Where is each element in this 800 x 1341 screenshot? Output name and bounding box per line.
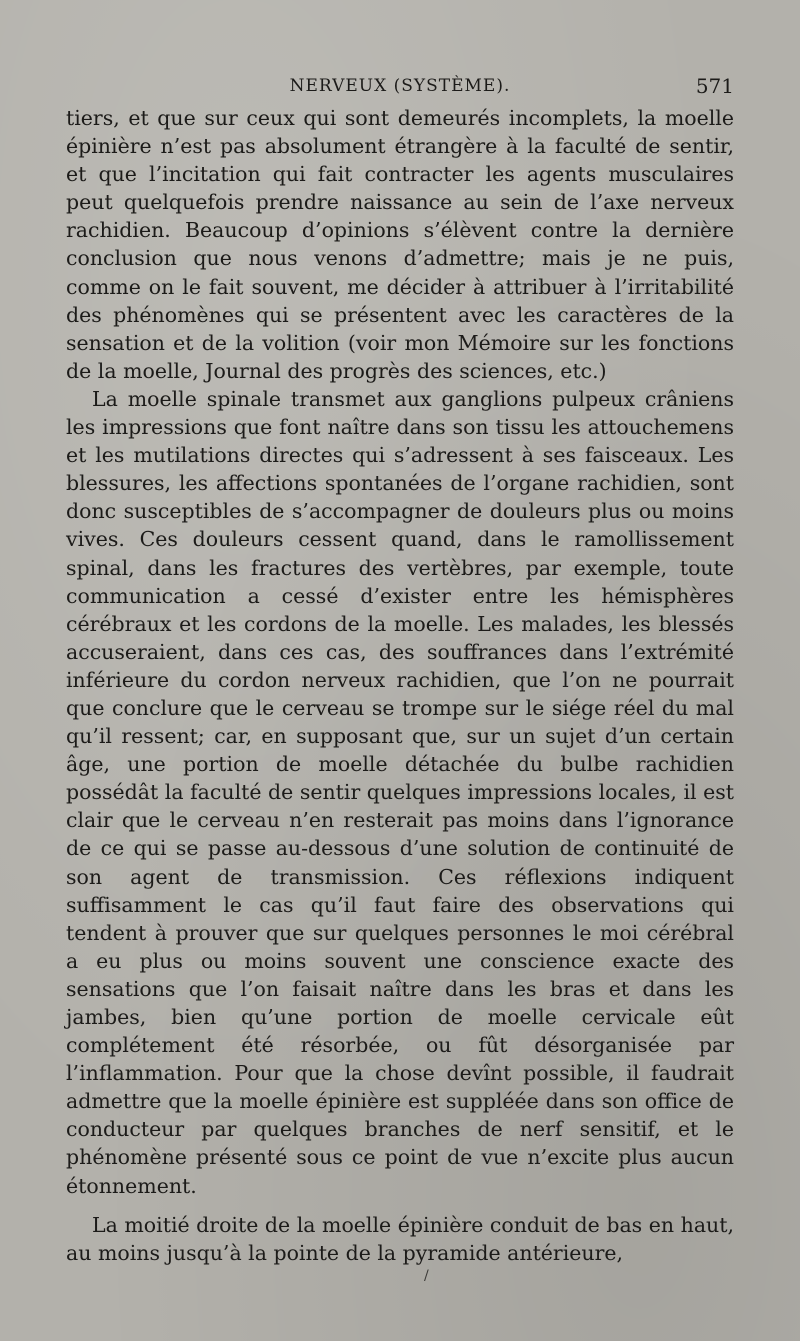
body-text <box>66 104 734 1267</box>
page-header <box>66 72 734 100</box>
paragraph-3: La moitié droite de la moelle épinière conduit de bas en haut, au moins jusqu’à la pointe de la pyramide antérieure, <box>66 1212 734 1265</box>
page-number: 571 <box>695 74 734 98</box>
bottom-mark: / <box>424 1268 429 1284</box>
running-head: NERVEUX (SYSTÈME). <box>289 76 511 96</box>
paragraph-1: tiers, et que sur ceux qui sont demeurés incomplets, la moelle épinière n’est pas absolument étrangère à la faculté de sentir, et que l’incitation qui fait contracter les agents musculaires peut quelquefois prendre naissance au sein de l’axe nerveux rachidien. Beaucoup d’opinions s’élèvent contre la dernière conclusion que nous venons d’admettre; mais je ne puis, comme on le fait souvent, me décider à attribuer à l’irritabilité des phénomènes qui se présentent avec les caractères de la sensation et de la volition (voir mon Mémoire sur les fonctions de la moelle, Journal des progrès des sciences, etc.) <box>66 106 734 383</box>
paragraph-2: La moelle spinale transmet aux ganglions pulpeux crâniens les impressions que font naître dans son tissu les attouchemens et les mutilations directes qui s’adressent à ses faisceaux. Les blessures, les affections spontanées de l’organe rachidien, sont donc susceptibles de s’accompagner de douleurs plus ou moins vives. Ces douleurs cessent quand, dans le ramollissement spinal, dans les fractures des vertèbres, par exemple, toute communication a cessé d’exister entre les hémisphères cérébraux et les cordons de la moelle. Les malades, les blessés accuseraient, dans ces cas, des souffrances dans l’extrémité inférieure du cordon nerveux rachidien, que l’on ne pourrait que conclure que le cerveau se trompe sur le siége réel du mal qu’il ressent; car, en supposant que, sur un sujet d’un certain âge, une portion de moelle détachée du bulbe rachidien possédât la faculté de sentir quelques impressions locales, il est clair que le cerveau n’en resterait pas moins dans l’ignorance de ce qui se passe au-dessous d’une solution de continuité de son agent de transmission. Ces réflexions indiquent suffisamment le cas qu’il faut faire des observations qui tendent à prouver que sur quelques personnes le moi cérébral a eu plus ou moins souvent une conscience exacte des sensations que l’on faisait naître dans les bras et dans les jambes, bien qu’une portion de moelle cervicale eût complétement été résorbée, ou fût désorganisée par l’inflammation. Pour que la chose devînt possible, il faudrait admettre que la moelle épinière est suppléée dans son office de conducteur par quelques branches de nerf sensitif, et le phénomène présenté sous ce point de vue n’excite plus aucun étonnement. <box>66 386 734 1198</box>
